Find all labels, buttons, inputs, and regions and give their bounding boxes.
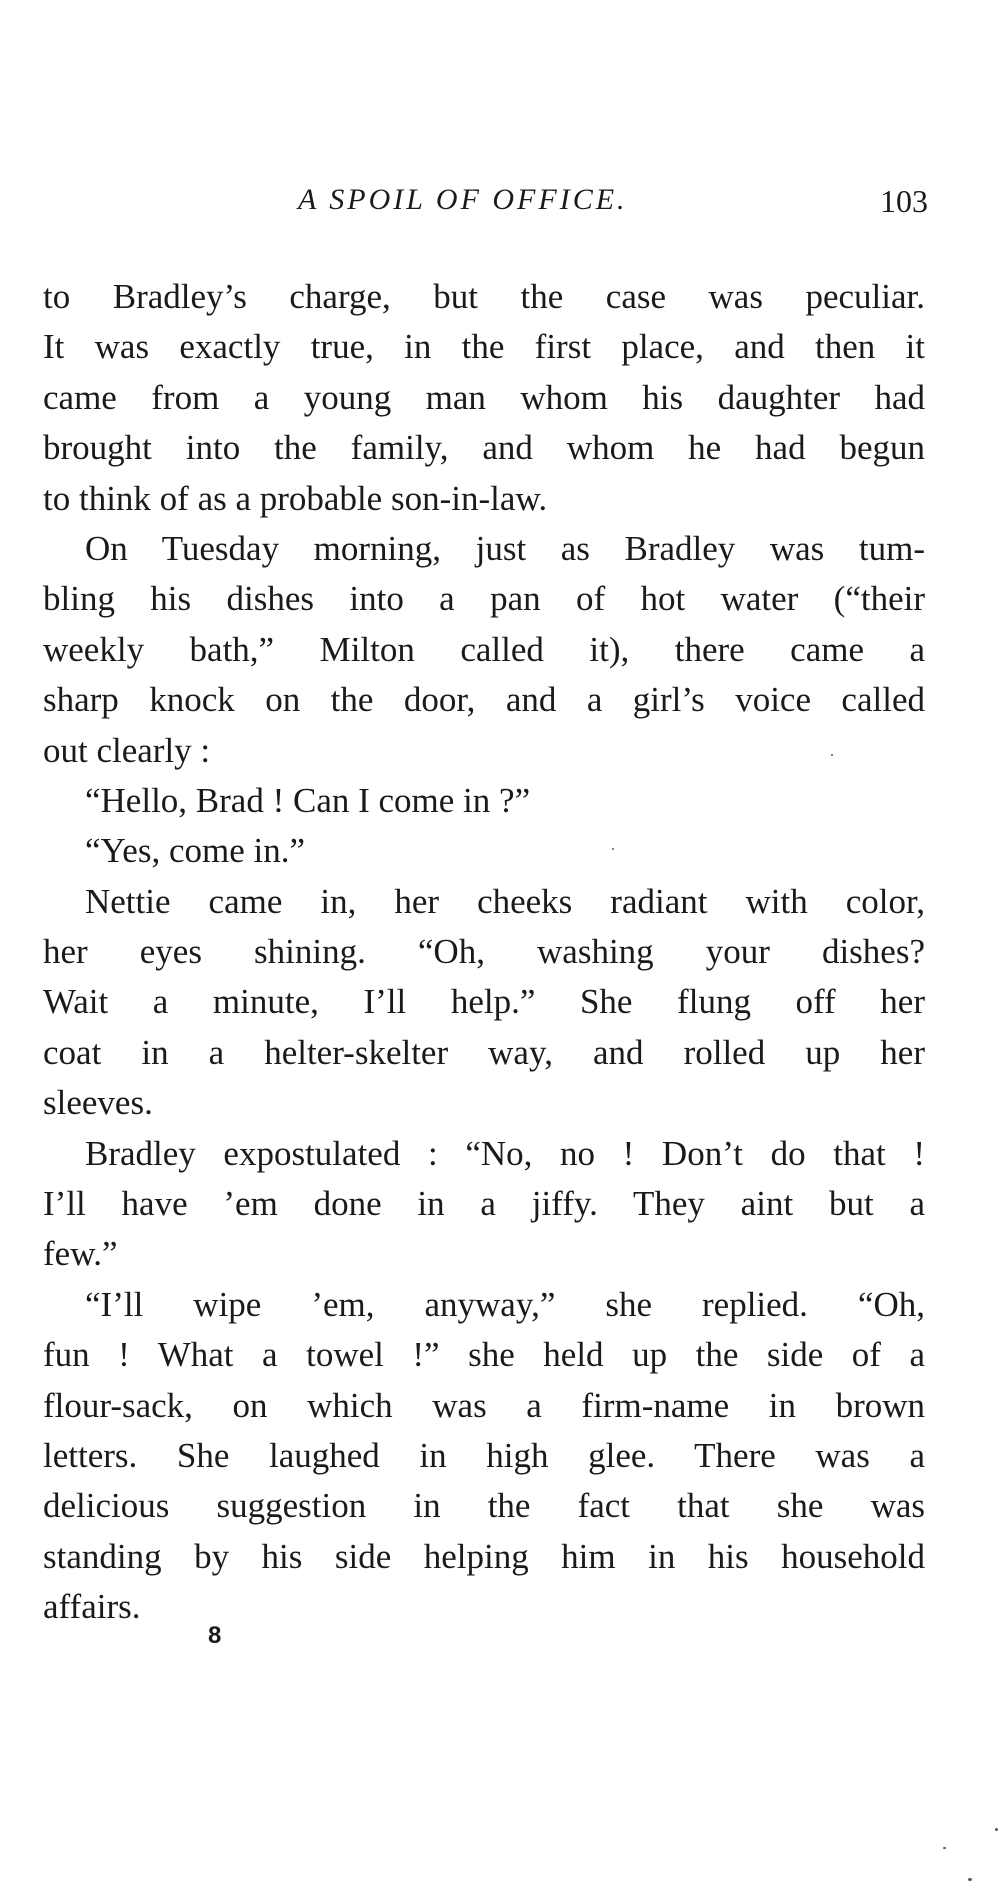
text-line: I’ll have ’em done in a jiffy. They aint but a [43, 1184, 925, 1224]
text-line: few.” [43, 1234, 118, 1274]
text-line: On Tuesday morning, just as Bradley was tum- [85, 528, 925, 568]
text-line: Nettie came in, her cheeks radiant with color, [85, 881, 925, 921]
text-line: to think of as a probable son-in-law. [43, 478, 548, 518]
text-line: “Hello, Brad ! Can I come in ?” [85, 780, 531, 820]
text-line: out clearly : [43, 730, 211, 770]
text-line: sleeves. [43, 1083, 153, 1123]
text-line: Wait a minute, I’ll help.” She flung off her [43, 982, 925, 1022]
paper-speck [943, 1847, 946, 1849]
text-line: “I’ll wipe ’em, anyway,” she replied. “Oh, [85, 1284, 925, 1324]
text-line: Bradley expostulated : “No, no ! Don’t do that ! [85, 1133, 925, 1173]
text-line: coat in a helter-skelter way, and rolled up her [43, 1032, 925, 1072]
text-line: came from a young man whom his daughter had [43, 377, 925, 417]
text-line: standing by his side helping him in his household [43, 1536, 925, 1576]
paper-speck [612, 848, 614, 850]
text-line: to Bradley’s charge, but the case was peculiar. [43, 277, 925, 316]
signature-mark: 8 [208, 1622, 222, 1649]
text-line: letters. She laughed in high glee. There was a [43, 1435, 925, 1475]
text-line: her eyes shining. “Oh, washing your dishes? [43, 932, 925, 972]
text-line: flour-sack, on which was a firm-name in brown [43, 1385, 925, 1425]
text-line: It was exactly true, in the first place, and then it [43, 327, 925, 367]
paper-speck [968, 1878, 972, 1881]
text-line: fun ! What a towel !” she held up the side of a [43, 1335, 925, 1375]
running-head [0, 183, 1000, 231]
running-title: A SPOIL OF OFFICE. [298, 183, 628, 216]
text-line: delicious suggestion in the fact that she was [43, 1486, 925, 1526]
body-text [43, 272, 925, 1633]
paper-speck [831, 754, 833, 756]
text-line: affairs. [43, 1587, 141, 1627]
text-line: sharp knock on the door, and a girl’s voice called [43, 680, 925, 720]
paper-speck [995, 1828, 998, 1831]
text-line: brought into the family, and whom he had begun [43, 428, 925, 468]
text-line: weekly bath,” Milton called it), there came a [43, 629, 925, 669]
text-line: bling his dishes into a pan of hot water (“their [43, 579, 925, 619]
page-number: 103 [880, 183, 928, 219]
text-line: “Yes, come in.” [85, 831, 306, 871]
